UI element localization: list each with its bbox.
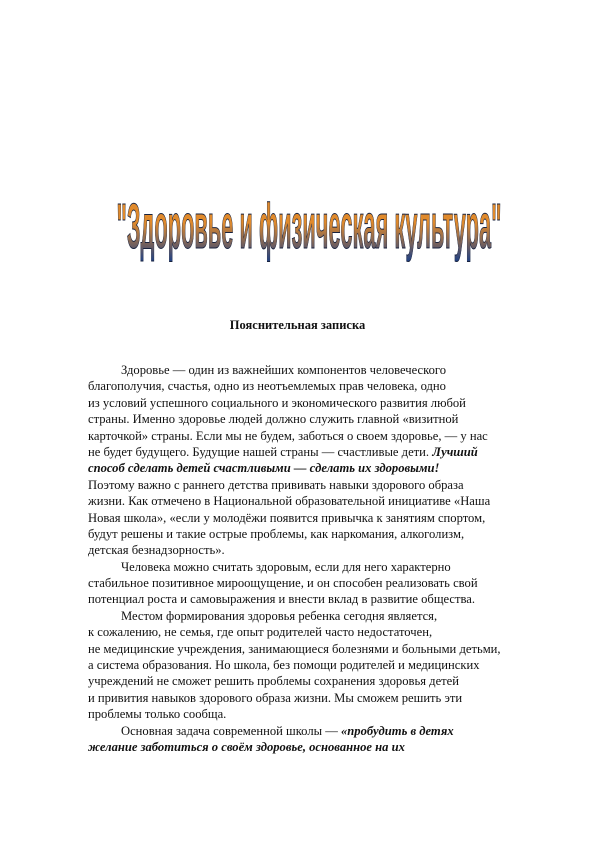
text-line xyxy=(88,510,538,526)
text-span: стабильное позитивное мироощущение, и он способен реализовать свой xyxy=(88,576,478,591)
text-line xyxy=(88,378,538,394)
text-line xyxy=(88,641,538,657)
text-line xyxy=(88,395,538,411)
text-line xyxy=(88,444,538,460)
text-line xyxy=(88,723,538,739)
emphasized-text: «пробудить в детях xyxy=(340,723,454,738)
subtitle: Пояснительная записка xyxy=(229,318,366,332)
emphasized-text: желание заботиться о своём здоровье, основанное на их xyxy=(88,739,405,754)
text-span: а система образования. Но школа, без помощи родителей и медицинских xyxy=(88,658,480,673)
text-span: проблемы только сообща. xyxy=(88,707,227,722)
text-line xyxy=(88,460,538,476)
text-line xyxy=(88,624,538,640)
text-line xyxy=(88,591,538,607)
text-line xyxy=(88,673,538,689)
wordart-title xyxy=(112,160,507,270)
text-line xyxy=(88,575,538,591)
wordart-title-text: "Здоровье и физическая культура" xyxy=(116,190,502,262)
text-line xyxy=(88,362,538,378)
text-line xyxy=(88,411,538,427)
text-span: Основная задача современной школы — xyxy=(121,723,341,738)
text-line xyxy=(88,559,538,575)
text-span: страны. Именно здоровье людей должно служить главной «визитной xyxy=(88,412,459,427)
text-span: к сожалению, не семья, где опыт родителей часто недостаточен, xyxy=(88,625,433,640)
text-line xyxy=(88,477,538,493)
text-line xyxy=(88,706,538,722)
text-span: Человека можно считать здоровым, если для него характерно xyxy=(121,559,451,574)
emphasized-text: способ сделать детей счастливыми — сделать их здоровыми! xyxy=(88,461,440,476)
text-span: детская безнадзорность». xyxy=(88,543,225,558)
text-span: не медицинские учреждения, занимающиеся болезнями и больными детьми, xyxy=(88,641,501,656)
text-span: потенциал роста и самовыражения и внести вклад в развитие общества. xyxy=(88,592,476,607)
text-span: будут решены и такие острые проблемы, как наркомания, алкоголизм, xyxy=(88,526,465,541)
text-span: Здоровье — один из важнейших компонентов человеческого xyxy=(121,363,447,377)
text-line xyxy=(88,690,538,706)
text-span: не будет будущего. Будущие нашей страны — счастливые дети. xyxy=(88,444,433,459)
emphasized-text: Лучший xyxy=(432,444,478,459)
text-span: учреждений не сможет решить проблемы сохранения здоровья детей xyxy=(88,674,459,689)
text-line xyxy=(88,526,538,542)
text-span: благополучия, счастья, одно из неотъемлемых прав человека, одно xyxy=(88,379,446,394)
text-line xyxy=(88,493,538,509)
text-line xyxy=(88,428,538,444)
text-span: из условий успешного социального и экономического развития любой xyxy=(88,395,466,410)
text-line xyxy=(88,657,538,673)
text-line xyxy=(88,542,538,558)
text-line xyxy=(88,739,538,755)
text-span: жизни. Как отмечено в Национальной образовательной инициативе «Наша xyxy=(88,494,491,509)
text-span: Местом формирования здоровья ребенка сегодня является, xyxy=(121,608,438,623)
text-span: карточкой» страны. Если мы не будем, заботься о своем здоровье, — у нас xyxy=(88,428,488,443)
body-text xyxy=(88,362,538,755)
text-span: Поэтому важно с раннего детства прививать навыки здорового образа xyxy=(88,477,464,492)
text-span: Новая школа», «если у молодёжи появится привычка к занятиям спортом, xyxy=(88,510,486,525)
text-span: и привития навыков здорового образа жизни. Мы сможем решить эти xyxy=(88,690,463,705)
text-line xyxy=(88,608,538,624)
